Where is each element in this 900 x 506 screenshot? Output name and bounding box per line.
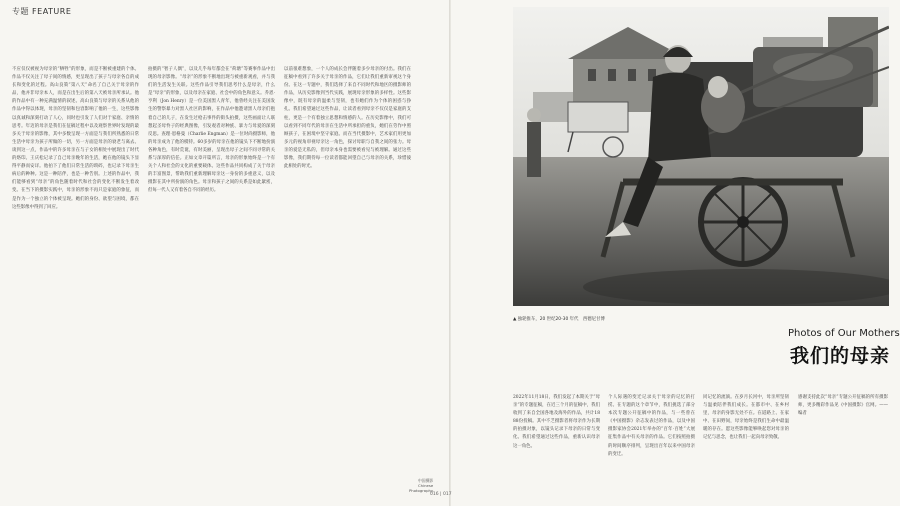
article-text: 拍摄的“智子人偶”，以及几乎每年都会在“荷塘”等赛事作品中出现的母亲影像。“母亲”的形象不断地出现与被重新观看，并与我们的生活发生关联。这些作品引导我们思考什么是母亲，什么是“母亲”的形象，以及母亲在家庭、社会中的角色和意义。乔恩·亨利（Jon Henry）是一位美国黑人青年，他曾经关注在美国发生的警察暴力对黑人社区的影响，在作品中他邀请黑人母亲们抱着自己的儿子，在发生过枪击事件的街头拍摄，这些画面让人联想起圣母怜子的经典图像，引发观者对种族、暴力与母爱的深刻反思。查理·恩格曼（Charlie Engman）是一位时尚摄影师，他的母亲成为了他的模特。60多岁的母亲在他的镜头下不断地扮演各种角色，有时荒诞，有时美丽，呈现出母子之间不同寻常的关系与深厚的信任。正如文章开篇所言，母亲的形象始终是一个有关个人和社会的文化的重要载体。这些作品共同构成了关于母亲的丰富图景，帮助我们重新理解母亲这一身份的多重意义，以及摄影在其中所扮演的角色。母亲和孩子之间的关系是如此紧密，但每一代人又有着各自不同的经历。 (148, 67, 275, 194)
page-numbers: 016 | 017 (430, 492, 452, 497)
article-text: 不应仅仅被视为母亲的“牺牲”的形象，而是不断被重建的个体。作品不仅关注了母子间的情感，更呈现出了孩子与母亲各自的成长和变化的过程。高山良策“第八天”命名了自己关于母亲的作品，他并非母亲本人，而是在出生后的第八天被母亲所承认。他的作品中有一种充满温情的叙述。高山良策与母亲的关系从他的作品中得以体现，母亲的坚韧和包容影响了他的一生，这些影像以真诚和深刻打动了人心，同时也引发了人们对于家庭、亲情的思考。年迈的母亲是我们在征稿过程中以及观察世界时发现的最多关于母亲的影像，其中多数呈现一方面是与我们所熟悉的日常生活中母亲为孩子所做的一切，另一方面是母亲的衰老与离去。谈到这一点，作品中的许多母亲在与子女的相处中展现出了时代的烙印。王庆松记录了自己母亲晚年的生活，她在他的镜头下显得平静而安详。他拍下了他们日常生活的琐碎，也记录下母亲生病后的种种。这是一种陪伴，也是一种告别。上述的作品中，我们能够看到“母亲”的角色随着时代和社会的变化不断发生着改变。在当下的摄影实践中，母亲的形象不再只是家庭的象征，而是作为一个独立的个体被呈现。她们的身份、欲望与困境，都在这些影像中得到了回应。 (12, 67, 139, 210)
article-column-2 (148, 66, 275, 491)
credit-zh: 中国摄影 (418, 478, 434, 483)
article-column-1 (12, 66, 139, 491)
intro-column-3 (703, 394, 789, 494)
wheelbarrow-photo-illustration (513, 7, 889, 306)
photo-caption: ▲ 独轮推车，20 世纪20-30 年代 西德尼甘博 (513, 317, 605, 322)
intro-text: 2022年11月18日，我们发起了本期关于“母亲”的专题征稿，在近三个月的征稿中，我们收到了来自全国各地及海外的作品，共计1888份投稿。其中不乏摄影者将母亲作为长期的拍摄对象，以镜头记录下母亲的日常与变化。我们希望通过这些作品，重新认识母亲这一角色。 (513, 395, 600, 449)
intro-column-4 (798, 394, 888, 494)
credit-en-1: Chinese (418, 483, 434, 488)
magazine-credit (409, 478, 433, 493)
feature-title-zh: 我们的母亲 (790, 345, 891, 367)
section-label: 专题 FEATURE (12, 7, 72, 16)
intro-column-2 (608, 394, 695, 494)
article-column-3 (284, 66, 411, 468)
feature-title-en: Photos of Our Mothers (788, 328, 900, 339)
intro-text: 个人际遇的变迁记录关于母亲的记忆的打捞。在专题的这个章节中，我们挑选了部分本次专题公开征稿中的作品，与一些曾在《中国摄影》杂志发表过的作品，以及中国摄影家协会2021年举办的“百年·百姓”大展征集作品中有关母亲的作品。它们按照拍摄的时间顺序排列，呈现出百年以来中国母亲的变迁。 (608, 395, 695, 457)
article-text: 以前很难想象，一个人的成长会伴随着多少母亲的付出。我们在征稿中看到了许多关于母亲的作品，它们让我们重新审视这个身份。在这一专题中，我们选择了来自不同时代和地区的摄影师的作品，从历史影像到当代实践，展现母亲形象的多样性。这些影像中，既有母亲的温柔与坚韧，也有她们作为个体的困惑与挣扎。我们希望通过这些作品，让读者看到母亲不仅仅是家庭的支柱，更是一个有着独立思想和情感的人。在历史影像中，我们可以看到不同年代的母亲在生活中所承担的重负，她们在劳作中照顾孩子，在困境中坚守家庭。而在当代摄影中，艺术家们用更加多元的视角审视母亲这一角色，探讨母职与自我之间的张力。母亲的爱是无私的，但母亲本身也需要被看见与被理解。通过这些影像，我们期待每一位读者都能回望自己与母亲的关系，珍惜彼此相处的时光。 (284, 67, 411, 170)
credit-en-2: Photography (409, 488, 434, 493)
historic-photo (513, 7, 889, 306)
intro-column-1 (513, 394, 600, 494)
intro-text: 同记忆的流淌。在岁月长河中，母亲所坚韧与温柔陪伴我们成长。在都市中、在乡村里，母亲的身影无处不在。在道路上、在家中、在田野间，母亲始终是我们生命中最温暖的存在。愿这些影像能够唤起您对母亲的记忆与思念，也让我们一起向母亲致敬。 (703, 395, 789, 441)
intro-text: 感谢支持此次“母亲”专题公开征稿的所有摄影师，更多精彩作品见《中国摄影》官网。——编者 (798, 395, 888, 417)
